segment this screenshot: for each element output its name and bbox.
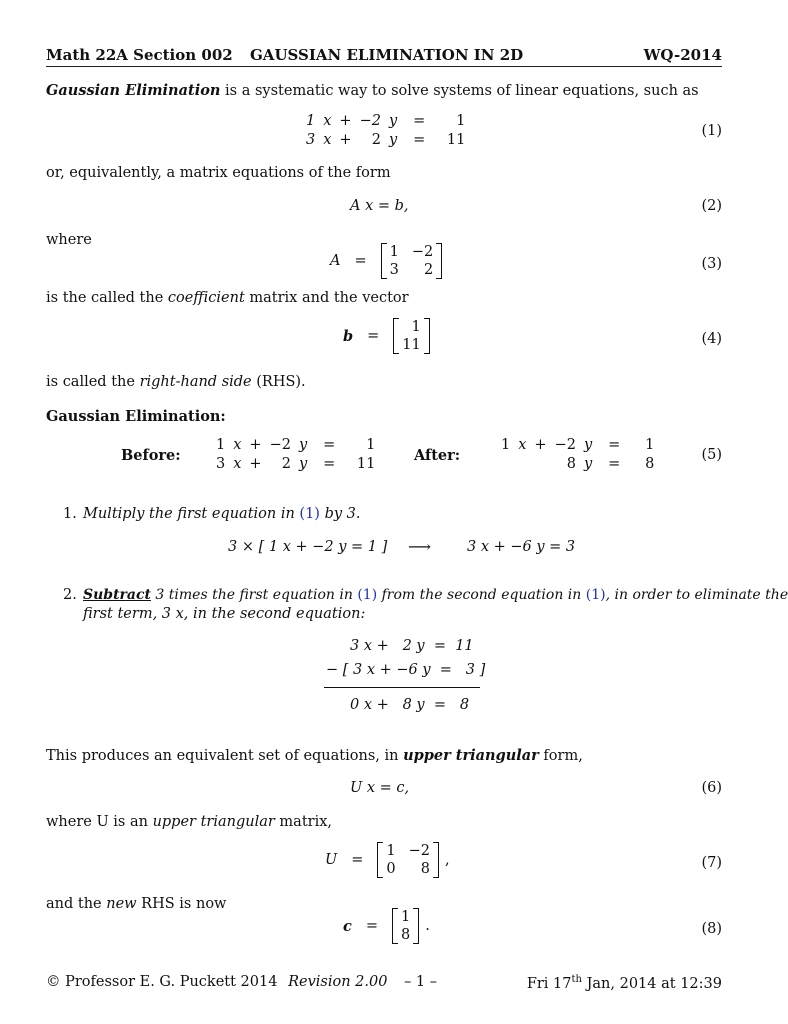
new-term: new bbox=[106, 896, 137, 912]
equation-1 bbox=[302, 112, 469, 150]
before-r2: + bbox=[249, 456, 262, 472]
step-2-text bbox=[83, 587, 788, 603]
sys1-r2-c2: 2 bbox=[371, 132, 381, 148]
intro-rest: is a systematic way to solve systems of linear equations, such as bbox=[220, 83, 699, 99]
before-r2: 2 bbox=[281, 456, 291, 472]
step-2-number: 2. bbox=[63, 587, 77, 603]
before-r2: = bbox=[323, 456, 336, 472]
eq-number-6: (6) bbox=[701, 780, 722, 796]
before-r1: 1 bbox=[216, 437, 226, 453]
intro-term: Gaussian Elimination bbox=[46, 82, 221, 99]
eq-number-2: (2) bbox=[701, 198, 722, 214]
sys1-r2-v1: x bbox=[323, 132, 332, 148]
vector-c bbox=[392, 908, 419, 944]
new-a: and the bbox=[46, 896, 107, 912]
whereU-c: matrix, bbox=[274, 814, 332, 830]
rhs-term: right-hand side bbox=[139, 374, 252, 390]
before-r2: y bbox=[298, 456, 308, 472]
eq3-equals: = bbox=[354, 253, 367, 269]
subtraction-rule bbox=[324, 687, 480, 688]
sys1-r2-eq: = bbox=[413, 132, 426, 148]
upper-a: This produces an equivalent set of equations, in bbox=[46, 748, 404, 764]
step-1-lhs: 3 × [ 1 x + −2 y = 1 ] bbox=[228, 539, 388, 555]
subtraction-row-1: 3 x + 2 y = 11 bbox=[350, 638, 474, 654]
matrix-A bbox=[381, 243, 443, 279]
after-r1: x bbox=[518, 437, 527, 453]
matrix-form-text: or, equivalently, a matrix equations of the form bbox=[46, 165, 391, 181]
matrix-A-cell: −2 bbox=[411, 244, 434, 260]
vector-b-cell: 11 bbox=[402, 337, 421, 353]
sys1-r1-v1: x bbox=[323, 113, 332, 129]
sys1-r1-v2: y bbox=[388, 113, 398, 129]
eq8-period: . bbox=[425, 918, 430, 934]
before-r2: x bbox=[233, 456, 242, 472]
sys1-r1-c1: 1 bbox=[306, 113, 316, 129]
header-code: WQ-2014 bbox=[643, 46, 722, 64]
equation-8 bbox=[343, 908, 430, 944]
matrix-A-cell: 3 bbox=[389, 262, 399, 278]
vector-b-cell: 1 bbox=[411, 319, 421, 335]
footer-copyright: © Professor E. G. Puckett 2014 bbox=[46, 974, 278, 990]
matrix-A-label: A bbox=[330, 253, 341, 269]
equation-2: A x = b, bbox=[350, 198, 409, 214]
eq8-equals: = bbox=[365, 918, 378, 934]
footer-date-sup: th bbox=[571, 974, 582, 985]
eq-number-3: (3) bbox=[701, 256, 722, 272]
after-r2: y bbox=[583, 456, 593, 472]
step-1-text bbox=[83, 506, 361, 522]
footer-date-b: Jan, 2014 at 12:39 bbox=[581, 975, 722, 992]
intro-paragraph bbox=[46, 82, 699, 99]
where-text: where bbox=[46, 232, 92, 248]
after-r1: = bbox=[608, 437, 621, 453]
where-U-text bbox=[46, 814, 332, 830]
sys1-r2-rhs: 11 bbox=[446, 132, 466, 148]
matrix-U bbox=[377, 842, 439, 878]
header-title: GAUSSIAN ELIMINATION IN 2D bbox=[250, 46, 524, 64]
after-r1: y bbox=[583, 437, 593, 453]
footer-revision: Revision 2.00 bbox=[288, 974, 388, 990]
header-course: Math 22A Section 002 bbox=[46, 46, 233, 64]
before-r2: 3 bbox=[216, 456, 226, 472]
before-r1: x bbox=[233, 437, 242, 453]
subtraction-row-2: − [ 3 x + −6 y = 3 ] bbox=[326, 662, 486, 678]
subtraction-result: 0 x + 8 y = 8 bbox=[350, 697, 470, 713]
sys1-r2-plus: + bbox=[339, 132, 352, 148]
vector-c-cell: 8 bbox=[401, 927, 411, 943]
equation-6: U x = c, bbox=[350, 780, 410, 796]
new-rhs-text bbox=[46, 896, 226, 912]
after-r2: = bbox=[608, 456, 621, 472]
upper-triangular-text bbox=[46, 747, 583, 764]
before-r1: 1 bbox=[366, 437, 376, 453]
eq-ref-link[interactable]: (1) bbox=[585, 587, 606, 603]
after-label: After: bbox=[414, 447, 461, 464]
rhs-a: is called the bbox=[46, 374, 140, 390]
upper-term: upper triangular bbox=[403, 747, 539, 764]
vector-b bbox=[393, 318, 429, 354]
coefficient-text bbox=[46, 290, 409, 306]
footer-date-a: Fri 17 bbox=[526, 975, 572, 992]
sys1-r2-c1: 3 bbox=[306, 132, 316, 148]
vector-c-label: c bbox=[343, 917, 352, 935]
before-r1: = bbox=[323, 437, 336, 453]
equation-7 bbox=[325, 842, 450, 878]
step1-text: Multiply the first equation in bbox=[83, 506, 300, 522]
step1-tail: by 3. bbox=[319, 506, 361, 522]
after-r1: −2 bbox=[554, 437, 576, 453]
equation-3 bbox=[330, 243, 442, 279]
after-r1: 1 bbox=[645, 437, 655, 453]
footer-page-number: – 1 – bbox=[404, 974, 438, 990]
after-r2: 8 bbox=[645, 456, 655, 472]
after-r1: + bbox=[534, 437, 547, 453]
before-r1: −2 bbox=[269, 437, 291, 453]
matrix-U-label: U bbox=[325, 852, 338, 868]
vector-c-cell: 1 bbox=[401, 909, 411, 925]
step-1-rhs: 3 x + −6 y = 3 bbox=[467, 539, 576, 555]
step2-t2: from the second equation in bbox=[377, 587, 586, 603]
eq-number-7: (7) bbox=[701, 855, 722, 871]
before-system bbox=[212, 436, 379, 474]
eq-number-4: (4) bbox=[701, 331, 722, 347]
sys1-r1-eq: = bbox=[413, 113, 426, 129]
matrix-U-cell: 1 bbox=[386, 843, 396, 859]
whereU-term: upper triangular bbox=[152, 814, 275, 830]
before-r1: y bbox=[298, 437, 308, 453]
matrix-A-cell: 1 bbox=[389, 244, 399, 260]
coef-term: coefficient bbox=[167, 290, 245, 306]
footer-date bbox=[527, 974, 722, 992]
sys1-r1-plus: + bbox=[339, 113, 352, 129]
matrix-A-cell: 2 bbox=[424, 262, 434, 278]
after-r2: 8 bbox=[566, 456, 576, 472]
vector-b-label: b bbox=[343, 327, 354, 345]
eq-number-1: (1) bbox=[701, 123, 722, 139]
header-rule bbox=[46, 66, 722, 67]
eq-number-5: (5) bbox=[701, 447, 722, 463]
eq7-equals: = bbox=[351, 852, 364, 868]
step-2-text-line2: first term, 3 x, in the second equation: bbox=[83, 606, 366, 622]
eq4-equals: = bbox=[367, 328, 380, 344]
matrix-U-cell: 8 bbox=[420, 861, 430, 877]
before-label: Before: bbox=[121, 447, 181, 464]
coef-c: matrix and the vector bbox=[244, 290, 409, 306]
step2-t3: , in order to eliminate the bbox=[605, 587, 788, 603]
footer-left bbox=[46, 974, 437, 990]
step2-t1: 3 times the first equation in bbox=[150, 587, 358, 603]
after-system bbox=[497, 436, 658, 474]
matrix-U-cell: 0 bbox=[386, 861, 396, 877]
before-r1: + bbox=[249, 437, 262, 453]
matrix-U-cell: −2 bbox=[408, 843, 430, 859]
new-c: RHS is now bbox=[136, 896, 227, 912]
step2-subtract: Subtract bbox=[83, 587, 151, 603]
eq-ref-link[interactable]: (1) bbox=[357, 587, 378, 603]
coef-a: is the called the bbox=[46, 290, 168, 306]
ge-heading: Gaussian Elimination: bbox=[46, 408, 226, 425]
upper-c: form, bbox=[538, 748, 583, 764]
step-1-number: 1. bbox=[63, 506, 77, 522]
before-r2: 11 bbox=[356, 456, 376, 472]
after-r1: 1 bbox=[501, 437, 511, 453]
sys1-r2-v2: y bbox=[388, 132, 398, 148]
sys1-r1-c2: −2 bbox=[359, 113, 381, 129]
arrow-icon: ⟶ bbox=[408, 537, 431, 556]
eq7-comma: , bbox=[445, 852, 450, 868]
rhs-c: (RHS). bbox=[251, 374, 306, 390]
rhs-text bbox=[46, 374, 306, 390]
eq-number-8: (8) bbox=[701, 921, 722, 937]
eq-ref-link[interactable]: (1) bbox=[299, 506, 320, 522]
equation-4 bbox=[343, 318, 430, 354]
whereU-a: where U is an bbox=[46, 814, 153, 830]
sys1-r1-rhs: 1 bbox=[456, 113, 466, 129]
